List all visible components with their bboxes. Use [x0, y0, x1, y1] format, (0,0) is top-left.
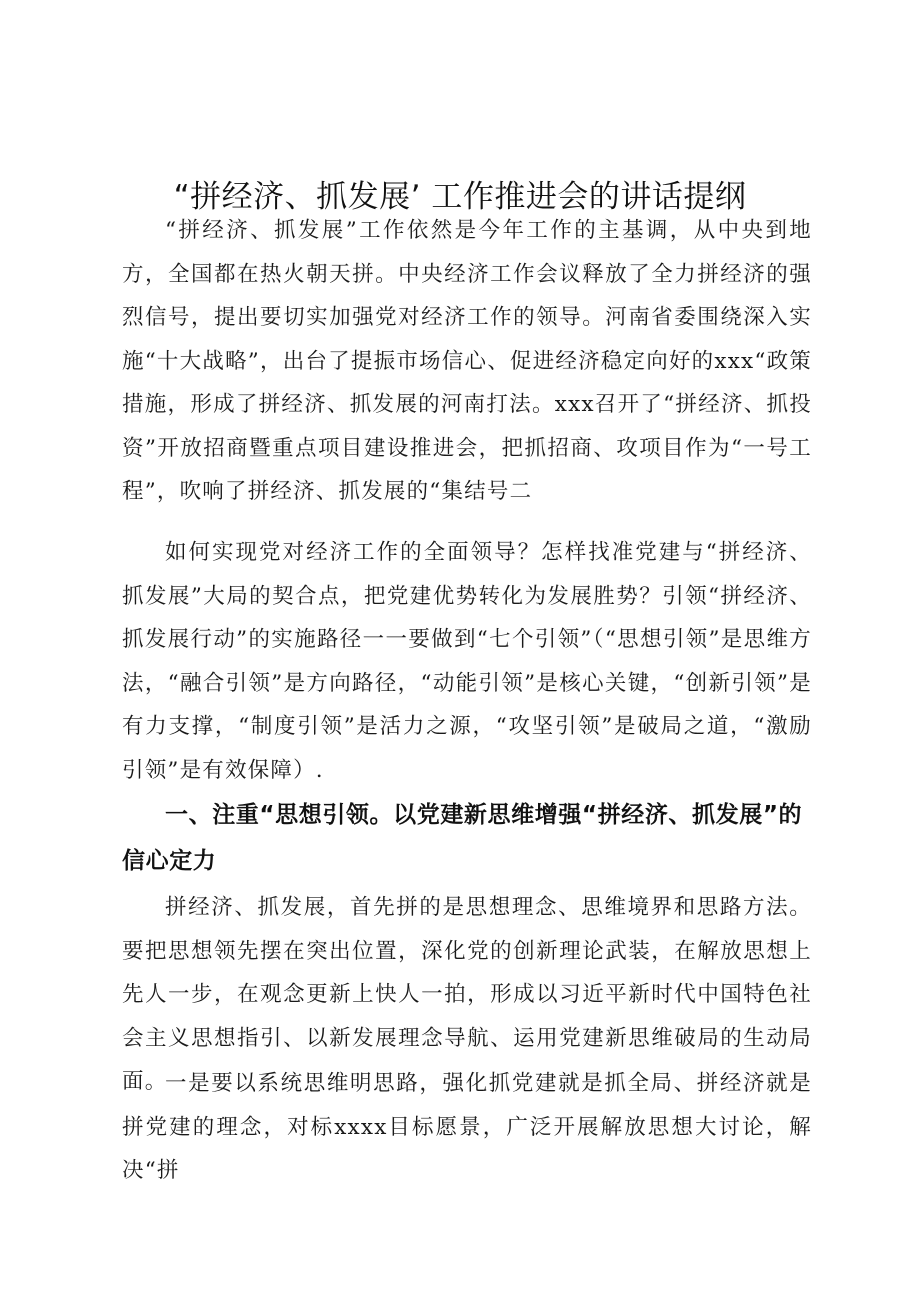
body-paragraph: 如何实现党对经济工作的全面领导？怎样找准党建与“拼经济、抓发展”大局的契合点，把党建优势转化为发展胜势？引领“拼经济、抓发展行动”的实施路径一一要做到“七个引领”（“思想引领”是思维方法，“融合引领”是方向路径，“动能引领”是核心关键，“创新引领”是有力支撑，“制度引领”是活力之源，“攻坚引领”是破局之道，“激励引领”是有效保障）. — [122, 540, 812, 783]
document-title: “拼经济、抓发展’ 工作推进会的讲话提纲 — [173, 179, 747, 215]
section-heading: 一、注重“思想引领。以党建新思维增强“拼经济、抓发展”的信心定力 — [122, 802, 803, 874]
body-paragraph: 一是要以系统思维明思路，强化抓党建就是抓全局、拼经济就是拼党建的理念，对标xxxx目标愿景，广泛开展解放思想大讨论，解决“拼 — [122, 1071, 812, 1183]
body-paragraph: “拼经济、抓发展”工作依然是今年工作的主基调，从中央到地方，全国都在热火朝天拼。中央经济工作会议释放了全力拼经济的强烈信号，提出要切实加强党对经济工作的领导。河南省委围绕深入实施“十大战略”，出台了提振市场信心、促进经济稳定向好的xxx“政策措施，形成了拼经济、抓发展的河南打法。xxx召开了“拼经济、抓投资”开放招商暨重点项目建设推进会，把抓招商、攻项目作为“一号工程”，吹响了拼经济、抓发展的“集结号二 — [122, 218, 812, 504]
body-paragraph: 拼经济、抓发展，首先拼的是思想理念、思维境界和思路方法。要把思想领先摆在突出位置，深化党的创新理论武装，在解放思想上先人一步，在观念更新上快人一拍，形成以习近平新时代中国特色社会主义思想指引、以新发展理念导航、运用党建新思维破局的生动局面。 — [122, 895, 812, 1094]
